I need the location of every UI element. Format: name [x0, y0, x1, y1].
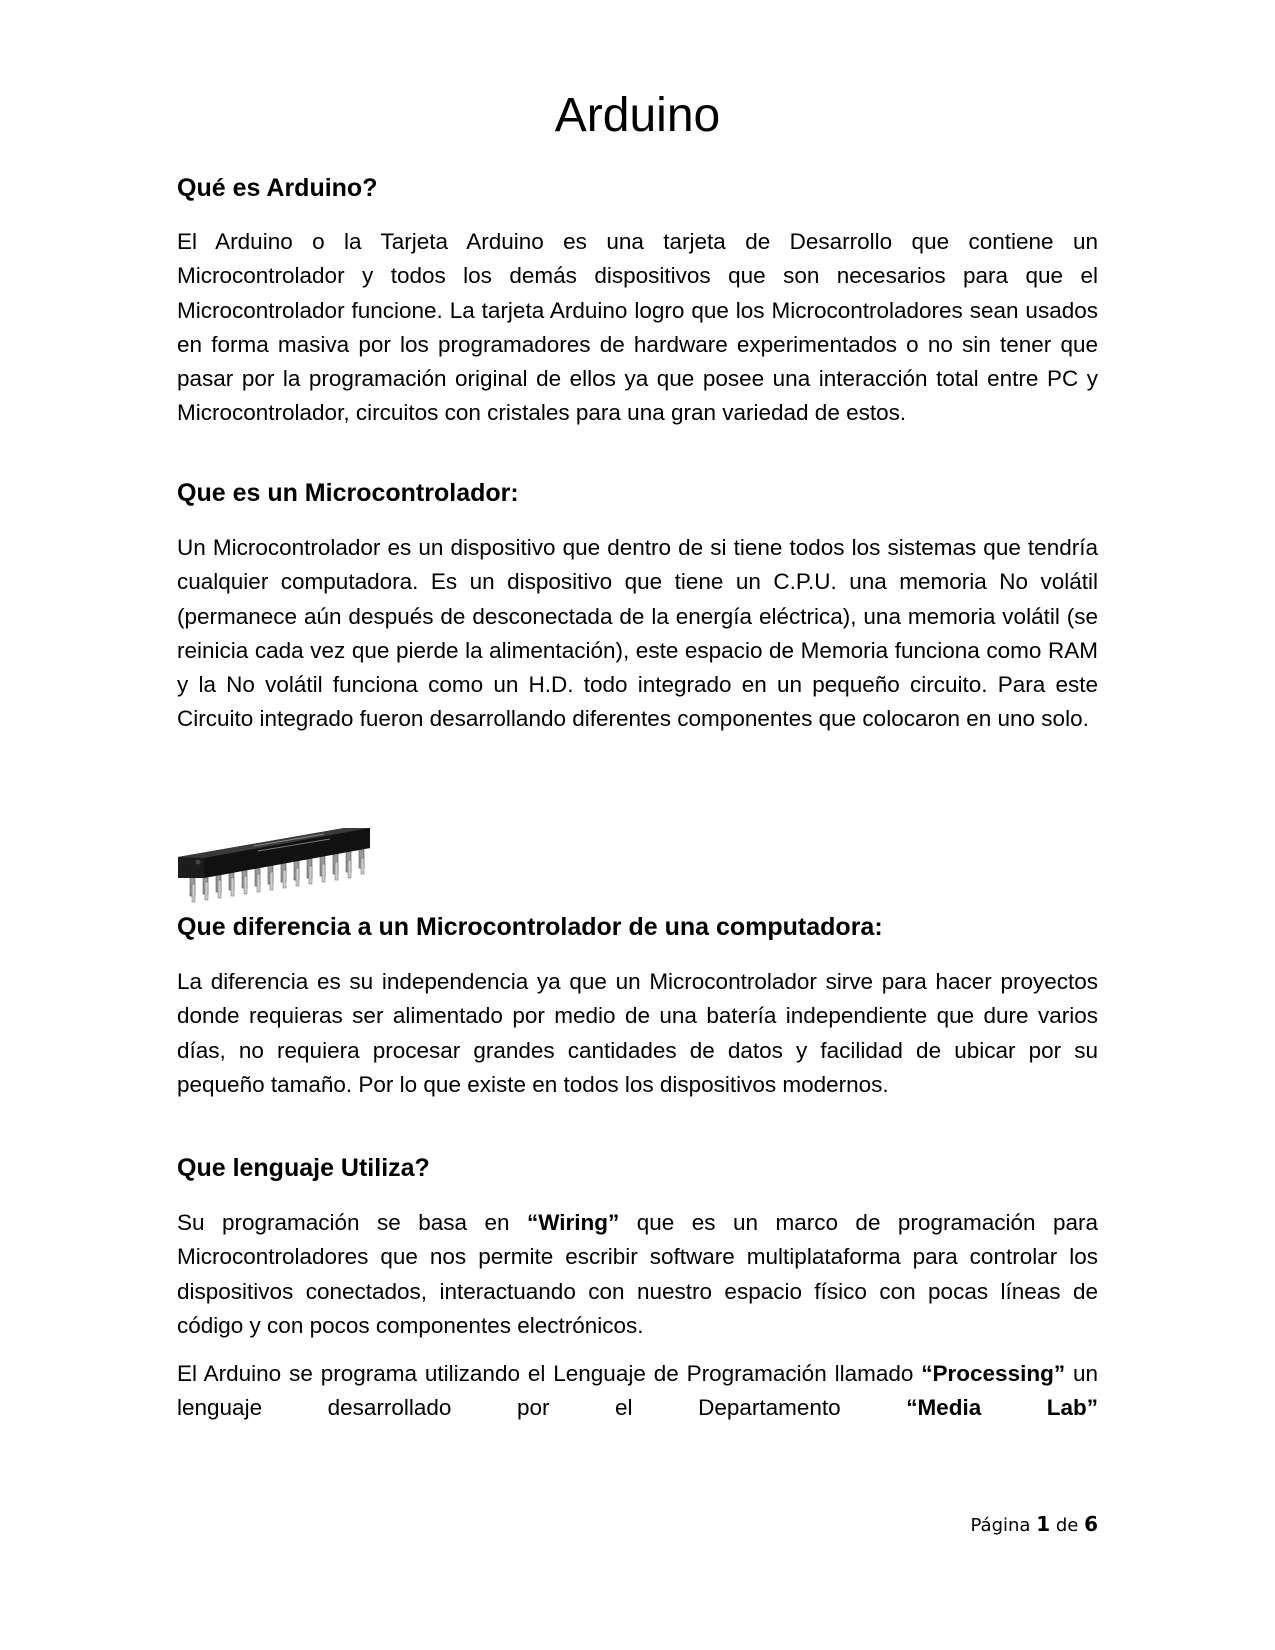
document-title: Arduino [554, 89, 721, 142]
wiring-term: “Wiring” [526, 1210, 620, 1235]
paragraph-language-wiring [177, 1206, 1098, 1343]
paragraph-difference: La diferencia es su independencia ya que un Microcontrolador sirve para hacer proyectos donde requieras ser alimentado por medio de una batería independiente que dure varios días, no requiera procesar grandes cantidades de datos y facilidad de ubicar por su pequeño tamaño. Por lo que existe en todos los dispositivos modernos. [177, 969, 1098, 1097]
section-heading-what-is-arduino: Qué es Arduino? [177, 174, 378, 202]
total-pages: 6 [1084, 1512, 1098, 1536]
page-word: Página [970, 1515, 1031, 1536]
section-heading-difference: Que diferencia a un Microcontrolador de una computadora: [177, 913, 883, 941]
media-lab-term: “Media Lab” [906, 1395, 1098, 1421]
page-footer [700, 1512, 1098, 1538]
paragraph-language-processing [177, 1357, 1098, 1426]
text-run: El Arduino se programa utilizando el Lenguaje de Programación llamado [177, 1361, 922, 1386]
section-heading-what-is-microcontroller: Que es un Microcontrolador: [177, 479, 519, 507]
paragraph-what-is-arduino: El Arduino o la Tarjeta Arduino es una tarjeta de Desarrollo que contiene un Microcontrolador y todos los demás dispositivos que son necesarios para que el Microcontrolador funcione. La tarjeta Arduino logro que los Microcontroladores sean usados en forma masiva por los programadores de hardware experimentados o no sin tener que pasar por la programación original de ellos ya que posee una interacción total entre PC y Microcontrolador, circuitos con cristales para una gran variedad de estos. [177, 229, 1098, 426]
text-run: Su programación se basa en [177, 1210, 527, 1235]
section-heading-language: Que lenguaje Utiliza? [177, 1154, 430, 1182]
text-run: que es un marco de programación para Microcontroladores que nos permite escribir software multiplataforma para controlar los dispositivos conectados, interactuando con nuestro espacio físico con pocas líneas de código y con pocos componentes electrónicos. [177, 1210, 1098, 1338]
microcontroller-chip-image [174, 822, 384, 922]
paragraph-what-is-microcontroller: Un Microcontrolador es un dispositivo que dentro de si tiene todos los sistemas que tendría cualquier computadora. Es un dispositivo que tiene un C.P.U. una memoria No volátil (permanece aún después de desconectada de la energía eléctrica), una memoria volátil (se reinicia cada vez que pierde la alimentación), este espacio de Memoria funciona como RAM y la No volátil funciona como un H.D. todo integrado en un pequeño circuito. Para este Circuito integrado fueron desarrollando diferentes componentes que colocaron en uno solo. [177, 535, 1098, 732]
of-word: de [1055, 1515, 1079, 1536]
page-number: 1 [1036, 1512, 1051, 1536]
processing-term: “Processing” [921, 1361, 1066, 1386]
text-run: un lenguaje desarrollado por el Departamento [177, 1361, 1098, 1421]
